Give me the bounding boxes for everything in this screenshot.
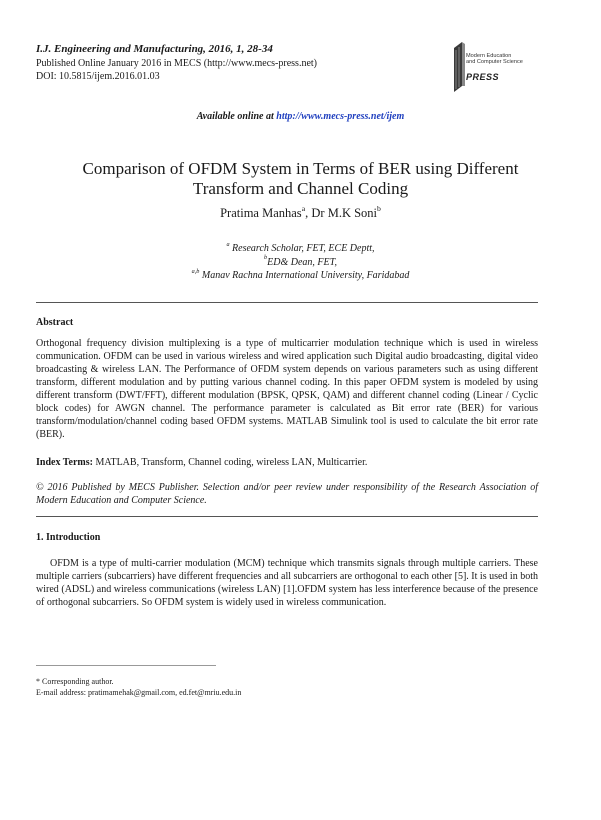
email-address-note: E-mail address: pratimamehak@gmail.com, ed.fet@mriu.edu.in — [36, 688, 242, 697]
copyright-notice: © 2016 Published by MECS Publisher. Selection and/or peer review under responsibility of the Research Association of Modern Education and Computer Science. — [36, 482, 538, 506]
logo-text: Modern Education and Computer Science — [466, 53, 523, 66]
doi-line: DOI: 10.5815/ijem.2016.01.03 — [36, 71, 160, 82]
publisher-logo — [452, 36, 552, 94]
introduction-text: OFDM is a type of multi-carrier modulation (MCM) technique which transmits signals through multiple carriers. These multiple carriers (subcarriers) have different frequencies and all subcarriers are orthogonal to each other [5]. It is used in both wired (ADSL) and wireless communications (wireless LAN) [1].OFDM system has less interference because of the presence of orthogonal subcarriers. So OFDM system is widely used in wireless communication. — [36, 558, 538, 608]
index-terms: Index Terms: MATLAB, Transform, Channel coding, wireless LAN, Multicarrier. — [36, 457, 368, 468]
publication-line: Published Online January 2016 in MECS (http://www.mecs-press.net) — [36, 58, 317, 69]
footnote-divider — [36, 665, 216, 666]
affiliations: $^a$ Research Scholar, FET, ECE Deptt, $^b$ED& Dean, FET, $^{a,b}$ Manav Rachna International University, Faridabad — [191, 240, 410, 281]
abstract-text: Orthogonal frequency division multiplexing is a type of multicarrier modulation technique which is used in wireless communication. OFDM can be used in various wireless and wired application such Digital audio broadcasting, digital video broadcasting & wireless LAN. The Performance of OFDM system depends on various parameters such as using different transform, different modulation and by putting various channel coding. In this paper OFDM system is modeled by using different transform (DWT/FFT), different modulation (BPSK, QPSK, QAM) and different channel coding (Linear / Cyclic block codes) for AWGN channel. The performance parameter is calculated as Bit error rate (BER) for various transform/modulation/channel coding based OFDM systems. MATLAB Simulink tool is used to calculate the bit error rate (BER). — [36, 338, 538, 440]
introduction-heading: 1. Introduction — [36, 532, 101, 543]
logo-press: PRESS — [466, 72, 500, 82]
author-name: Pratima Manhas — [220, 206, 302, 220]
corresponding-author-note: * Corresponding author. — [36, 677, 114, 686]
divider — [36, 516, 538, 517]
availability-line: Available online at http://www.mecs-press.net/ijem — [196, 111, 405, 122]
divider — [36, 302, 538, 303]
author-list: Pratima Manhas$^a$, Dr M.K Soni$^b$ — [220, 203, 381, 220]
abstract-heading: Abstract — [36, 317, 74, 328]
author-name: Dr M.K Soni — [311, 206, 378, 220]
journal-citation: I.J. Engineering and Manufacturing, 2016, 1, 28-34 — [36, 43, 273, 55]
journal-url-link[interactable]: http://www.mecs-press.net/ijem — [276, 111, 405, 122]
paper-title: Comparison of OFDM System in Terms of BER using Different Transform and Channel Coding — [82, 159, 519, 198]
